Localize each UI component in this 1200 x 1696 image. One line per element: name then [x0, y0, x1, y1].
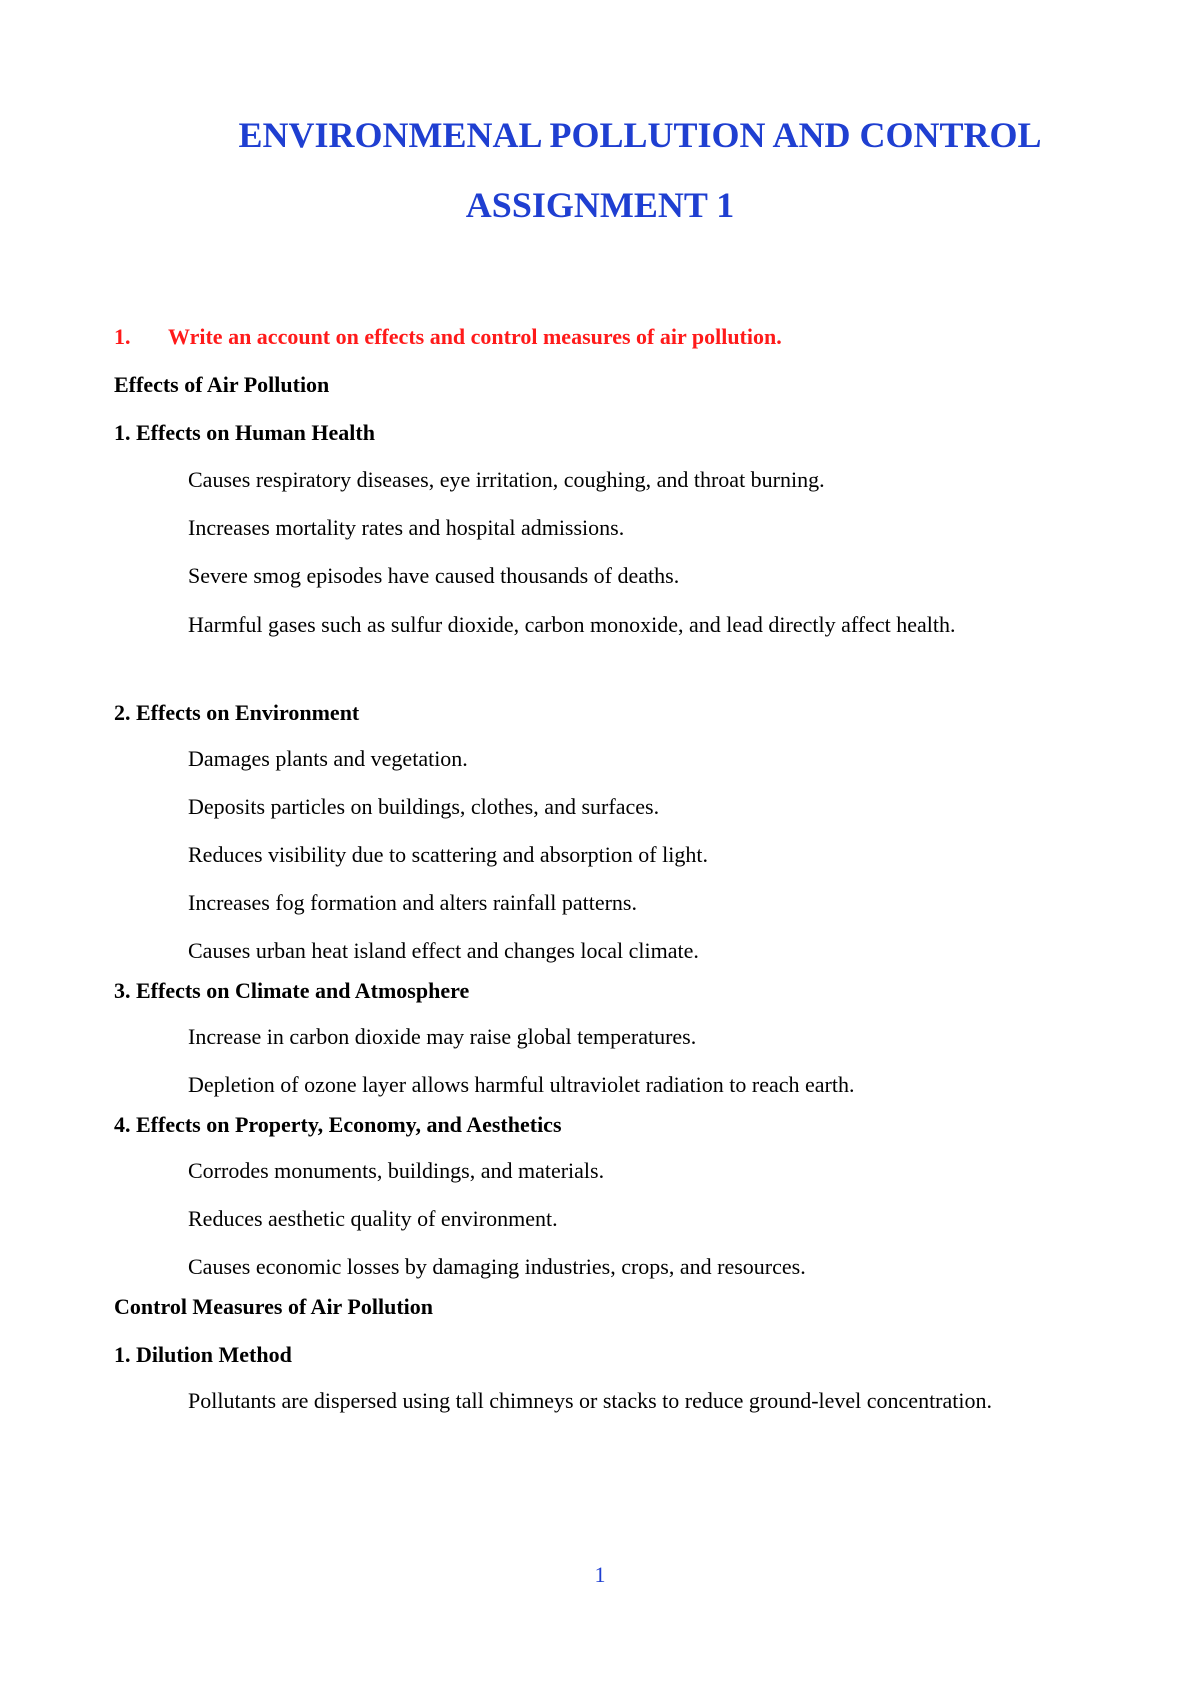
document-title: ENVIRONMENAL POLLUTION AND CONTROL: [238, 115, 1042, 155]
effects-heading: Effects of Air Pollution: [114, 372, 330, 397]
section-heading-human-health: 1. Effects on Human Health: [114, 420, 375, 445]
list-item: Increases fog formation and alters rainfall patterns.: [188, 890, 637, 915]
assignment-title: ASSIGNMENT 1: [465, 185, 735, 225]
question-number: 1.: [114, 324, 131, 349]
page-number: 1: [594, 1562, 606, 1587]
list-item: Causes respiratory diseases, eye irritation, coughing, and throat burning.: [188, 467, 825, 492]
question-text: Write an account on effects and control measures of air pollution.: [168, 324, 782, 349]
list-item: Depletion of ozone layer allows harmful ultraviolet radiation to reach earth.: [188, 1072, 855, 1097]
list-item: Reduces aesthetic quality of environment.: [188, 1206, 558, 1231]
list-item: Harmful gases such as sulfur dioxide, carbon monoxide, and lead directly affect health.: [188, 612, 956, 637]
control-heading: Control Measures of Air Pollution: [114, 1294, 433, 1319]
section-heading-property: 4. Effects on Property, Economy, and Aesthetics: [114, 1112, 562, 1137]
list-item: Pollutants are dispersed using tall chimneys or stacks to reduce ground-level concentration.: [188, 1388, 992, 1413]
list-item: Corrodes monuments, buildings, and materials.: [188, 1158, 605, 1183]
list-item: Increase in carbon dioxide may raise global temperatures.: [188, 1024, 697, 1049]
list-item: Causes urban heat island effect and changes local climate.: [188, 938, 699, 963]
list-item: Severe smog episodes have caused thousands of deaths.: [188, 563, 680, 588]
list-item: Increases mortality rates and hospital admissions.: [188, 515, 625, 540]
list-item: Causes economic losses by damaging industries, crops, and resources.: [188, 1254, 806, 1279]
section-heading-dilution: 1. Dilution Method: [114, 1342, 292, 1367]
section-heading-climate: 3. Effects on Climate and Atmosphere: [114, 978, 470, 1003]
question-1: [114, 324, 782, 350]
section-heading-environment: 2. Effects on Environment: [114, 700, 360, 725]
list-item: Reduces visibility due to scattering and absorption of light.: [188, 842, 708, 867]
list-item: Damages plants and vegetation.: [188, 746, 468, 771]
list-item: Deposits particles on buildings, clothes, and surfaces.: [188, 794, 660, 819]
